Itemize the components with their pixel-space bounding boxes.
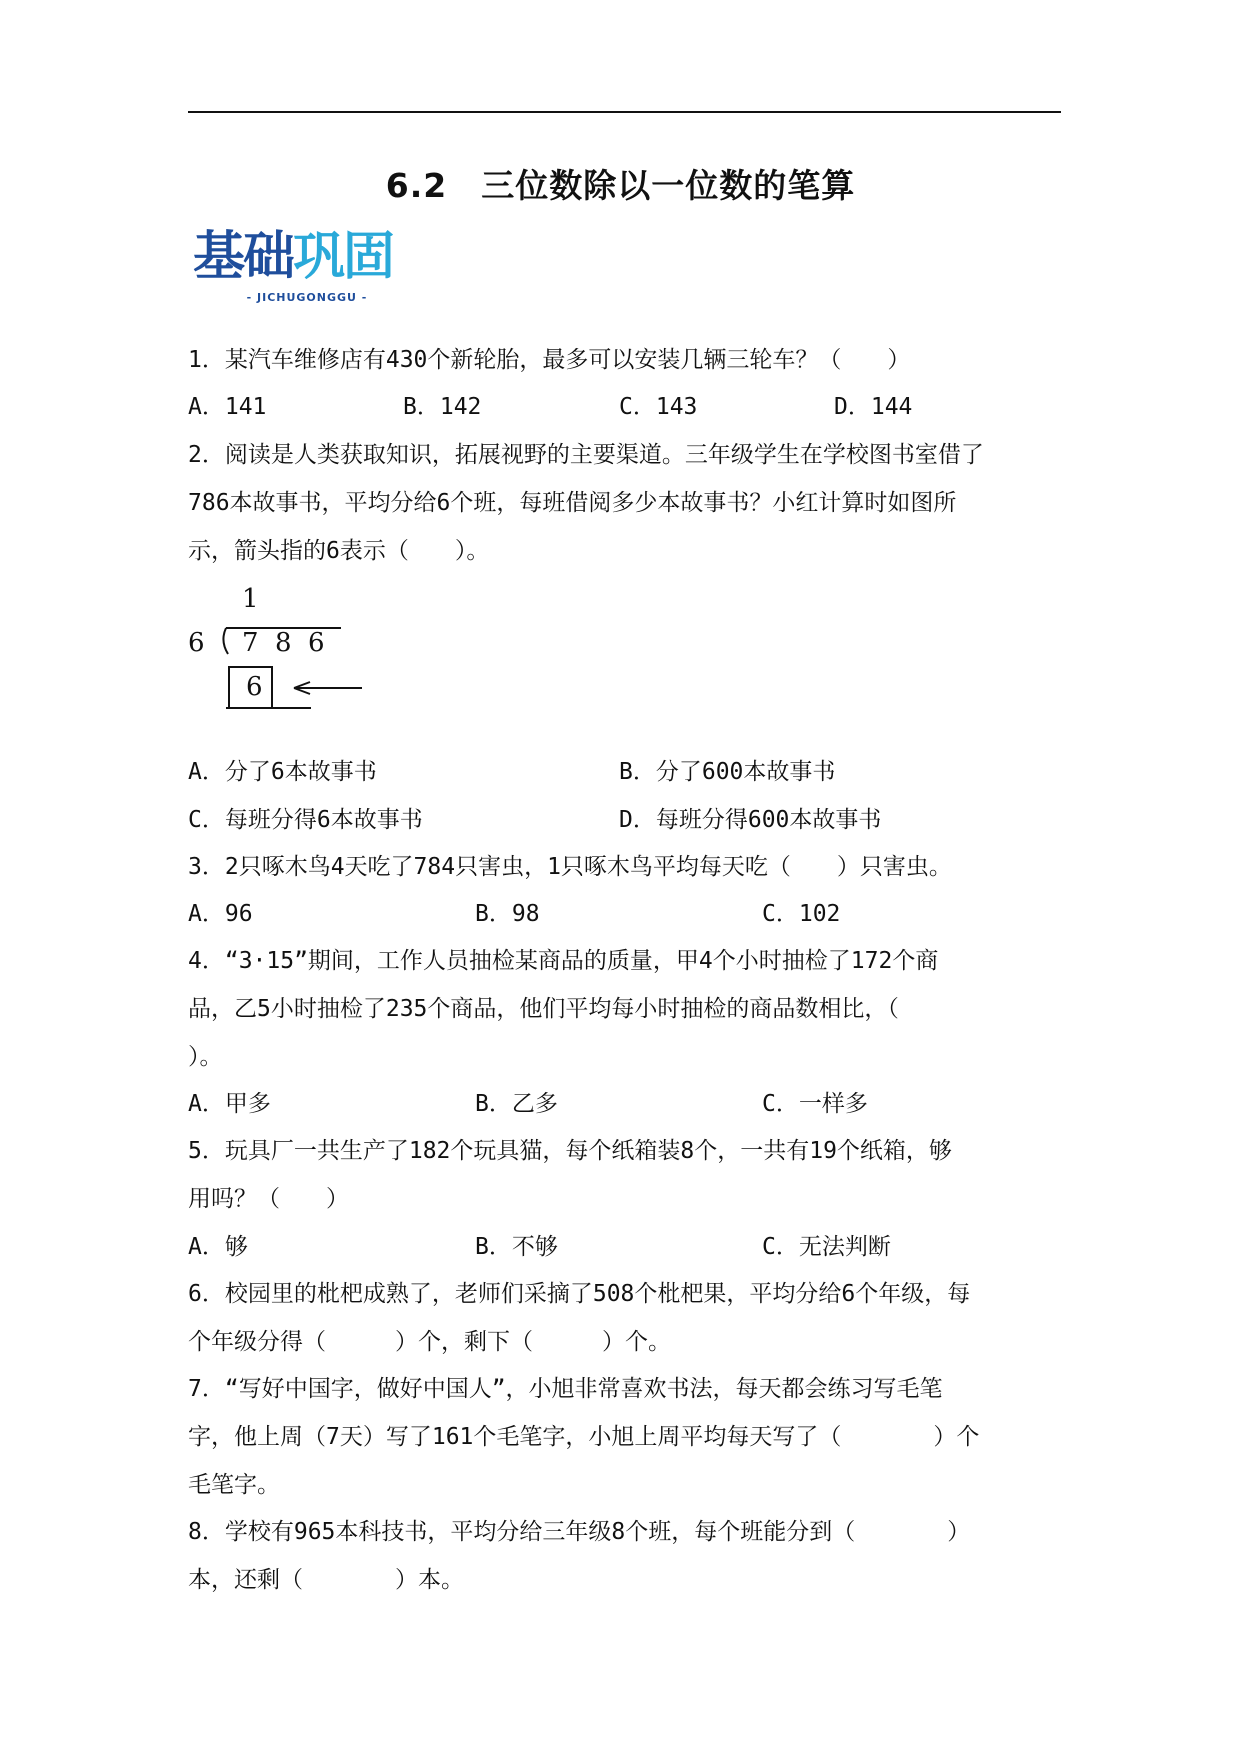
question-5-option-b: B．不够 (475, 1234, 558, 1260)
question-2-line-1: 2．阅读是人类获取知识，拓展视野的主要渠道。三年级学生在学校图书室借了 (188, 442, 984, 468)
question-5-line-1: 5．玩具厂一共生产了182个玩具猫，每个纸箱装8个，一共有19个纸箱，够 (188, 1138, 952, 1164)
section-badge-subtitle: - JICHUGONGGU - (246, 291, 368, 304)
question-1-text: 1．某汽车维修店有430个新轮胎，最多可以安装几辆三轮车？（ ） (188, 347, 911, 373)
section-badge (193, 228, 415, 308)
question-2-option-a: A．分了6本故事书 (188, 759, 377, 785)
question-8-line-2: 本，还剩（ ）本。 (188, 1567, 464, 1593)
question-1-option-b: B．142 (403, 394, 482, 420)
question-4-line-1: 4．“3·15”期间，工作人员抽检某商品的质量，甲4个小时抽检了172个商 (188, 948, 939, 974)
question-4-option-a: A．甲多 (188, 1091, 271, 1117)
question-4-line-2: 品，乙5小时抽检了235个商品，他们平均每小时抽检的商品数相比，（ (188, 996, 899, 1022)
division-dividend-digit: 7 (242, 628, 259, 658)
question-3-option-b: B．98 (475, 901, 540, 927)
question-2-option-d: D．每班分得600本故事书 (619, 807, 882, 833)
division-quotient: 1 (242, 584, 259, 614)
division-dividend-digit: 6 (308, 628, 325, 658)
section-badge-title-part2: 巩固 (293, 227, 394, 287)
question-7-line-1: 7．“写好中国字，做好中国人”，小旭非常喜欢书法，每天都会练习写毛笔 (188, 1376, 943, 1402)
question-2-option-c: C．每班分得6本故事书 (188, 807, 423, 833)
question-3-text: 3．2只啄木鸟4天吃了784只害虫，1只啄木鸟平均每天吃（ ）只害虫。 (188, 854, 952, 880)
page-title: 6.2 三位数除以一位数的笔算 (385, 166, 856, 205)
question-5-option-a: A．够 (188, 1234, 248, 1260)
question-1-option-d: D．144 (834, 394, 913, 420)
section-badge-title (193, 228, 393, 286)
question-3-option-c: C．102 (762, 901, 841, 927)
question-3-option-a: A．96 (188, 901, 253, 927)
section-badge-title-part1: 基础 (193, 227, 294, 287)
question-1-option-a: A．141 (188, 394, 267, 420)
question-7-line-3: 毛笔字。 (188, 1472, 280, 1498)
question-4-line-3: ）。 (188, 1044, 223, 1070)
division-dividend-digit: 8 (275, 628, 292, 658)
question-8-line-1: 8．学校有965本科技书，平均分给三年级8个班，每个班能分到（ ） (188, 1519, 971, 1545)
division-bracket (223, 628, 228, 654)
header-rule (188, 111, 1061, 113)
question-7-line-2: 字，他上周（7天）写了161个毛笔字，小旭上周平均每天写了（ ）个 (188, 1424, 980, 1450)
question-4-option-b: B．乙多 (475, 1091, 558, 1117)
question-5-line-2: 用吗？（ ） (188, 1186, 349, 1212)
question-2-option-b: B．分了600本故事书 (619, 759, 836, 785)
question-5-option-c: C．无法判断 (762, 1234, 891, 1260)
long-division-figure (186, 584, 366, 724)
division-box (229, 667, 272, 708)
question-1-option-c: C．143 (619, 394, 698, 420)
question-6-line-2: 个年级分得（ ）个，剩下（ ）个。 (188, 1329, 671, 1355)
question-2-line-3: 示，箭头指的6表示（ ）。 (188, 538, 490, 564)
question-6-line-1: 6．校园里的枇杷成熟了，老师们采摘了508个枇杷果，平均分给6个年级，每 (188, 1281, 971, 1307)
division-boxed-product: 6 (246, 672, 263, 702)
question-2-line-2: 786本故事书，平均分给6个班，每班借阅多少本故事书？小红计算时如图所 (188, 490, 957, 516)
division-bracket-and-arrow (186, 584, 366, 724)
question-4-option-c: C．一样多 (762, 1091, 868, 1117)
division-divisor: 6 (188, 628, 205, 658)
